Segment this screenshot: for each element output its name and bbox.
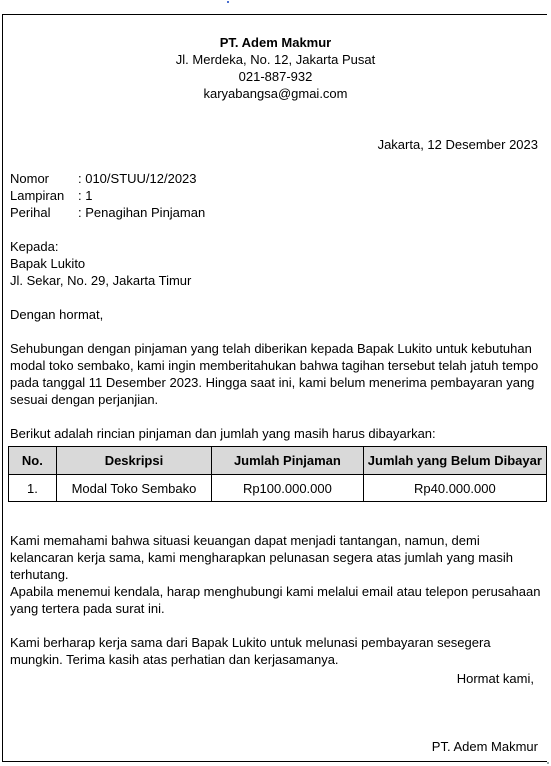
header-jumlah-pinjaman: Jumlah Pinjaman <box>212 447 364 475</box>
company-address: Jl. Merdeka, No. 12, Jakarta Pusat <box>175 52 376 67</box>
loan-table <box>8 446 547 502</box>
closing-greeting: Hormat kami, <box>456 671 534 686</box>
letter-page <box>2 14 547 762</box>
signature-company: PT. Adem Makmur <box>431 739 538 754</box>
recipient-block <box>10 238 542 289</box>
company-email: karyabangsa@gmai.com <box>203 86 348 101</box>
header-deskripsi: Deskripsi <box>56 447 211 475</box>
lampiran-label: Lampiran <box>10 188 65 203</box>
top-marker-dot <box>227 1 229 3</box>
paragraph-understanding: Kami memahami bahwa situasi keuangan dapat menjadi tantangan, namun, demi kelancaran kerja sama, kami mengharapkan pelunasan segera atas jumlah yang masih terhutang. <box>10 533 513 582</box>
cell-belum-dibayar: Rp40.000.000 <box>363 475 546 502</box>
recipient-kepada: Kepada: <box>10 239 59 254</box>
cell-deskripsi: Modal Toko Sembako <box>56 475 211 502</box>
company-phone: 021-887-932 <box>238 69 313 84</box>
corner-marker <box>547 762 549 764</box>
table-header-row <box>9 447 547 475</box>
paragraph-details-intro: Berikut adalah rincian pinjaman dan jumlah yang masih harus dibayarkan: <box>10 426 436 441</box>
cell-jumlah-pinjaman: Rp100.000.000 <box>212 475 364 502</box>
perihal-label: Perihal <box>10 205 51 220</box>
header-no: No. <box>9 447 57 475</box>
nomor-value: : 010/STUU/12/2023 <box>78 171 197 186</box>
salutation: Dengan hormat, <box>10 307 104 322</box>
paragraph-contact: Apabila menemui kendala, harap menghubungi kami melalui email atau telepon perusahaan yang tertera pada surat ini. <box>10 584 541 616</box>
recipient-name: Bapak Lukito <box>10 256 86 271</box>
cell-no: 1. <box>9 475 57 502</box>
perihal-value: : Penagihan Pinjaman <box>78 205 206 220</box>
company-name: PT. Adem Makmur <box>219 35 332 50</box>
letter-date: Jakarta, 12 Desember 2023 <box>377 137 538 152</box>
nomor-label: Nomor <box>10 171 50 186</box>
paragraph-intro: Sehubungan dengan pinjaman yang telah diberikan kepada Bapak Lukito untuk kebutuhan modal toko sembako, kami ingin memberitahukan bahwa tagihan tersebut telah jatuh tempo pada tanggal 11 Desember 2023. Hingga saat ini, kami belum menerima pembayaran yang sesuai dengan perjanjian. <box>10 341 539 407</box>
letterhead <box>3 34 548 102</box>
recipient-address: Jl. Sekar, No. 29, Jakarta Timur <box>10 273 192 288</box>
lampiran-value: : 1 <box>78 188 93 203</box>
table-row <box>9 475 547 502</box>
paragraph-closing: Kami berharap kerja sama dari Bapak Lukito untuk melunasi pembayaran sesegera mungkin. Terima kasih atas perhatian dan kerjasamanya. <box>10 635 491 667</box>
header-belum-dibayar: Jumlah yang Belum Dibayar <box>363 447 546 475</box>
